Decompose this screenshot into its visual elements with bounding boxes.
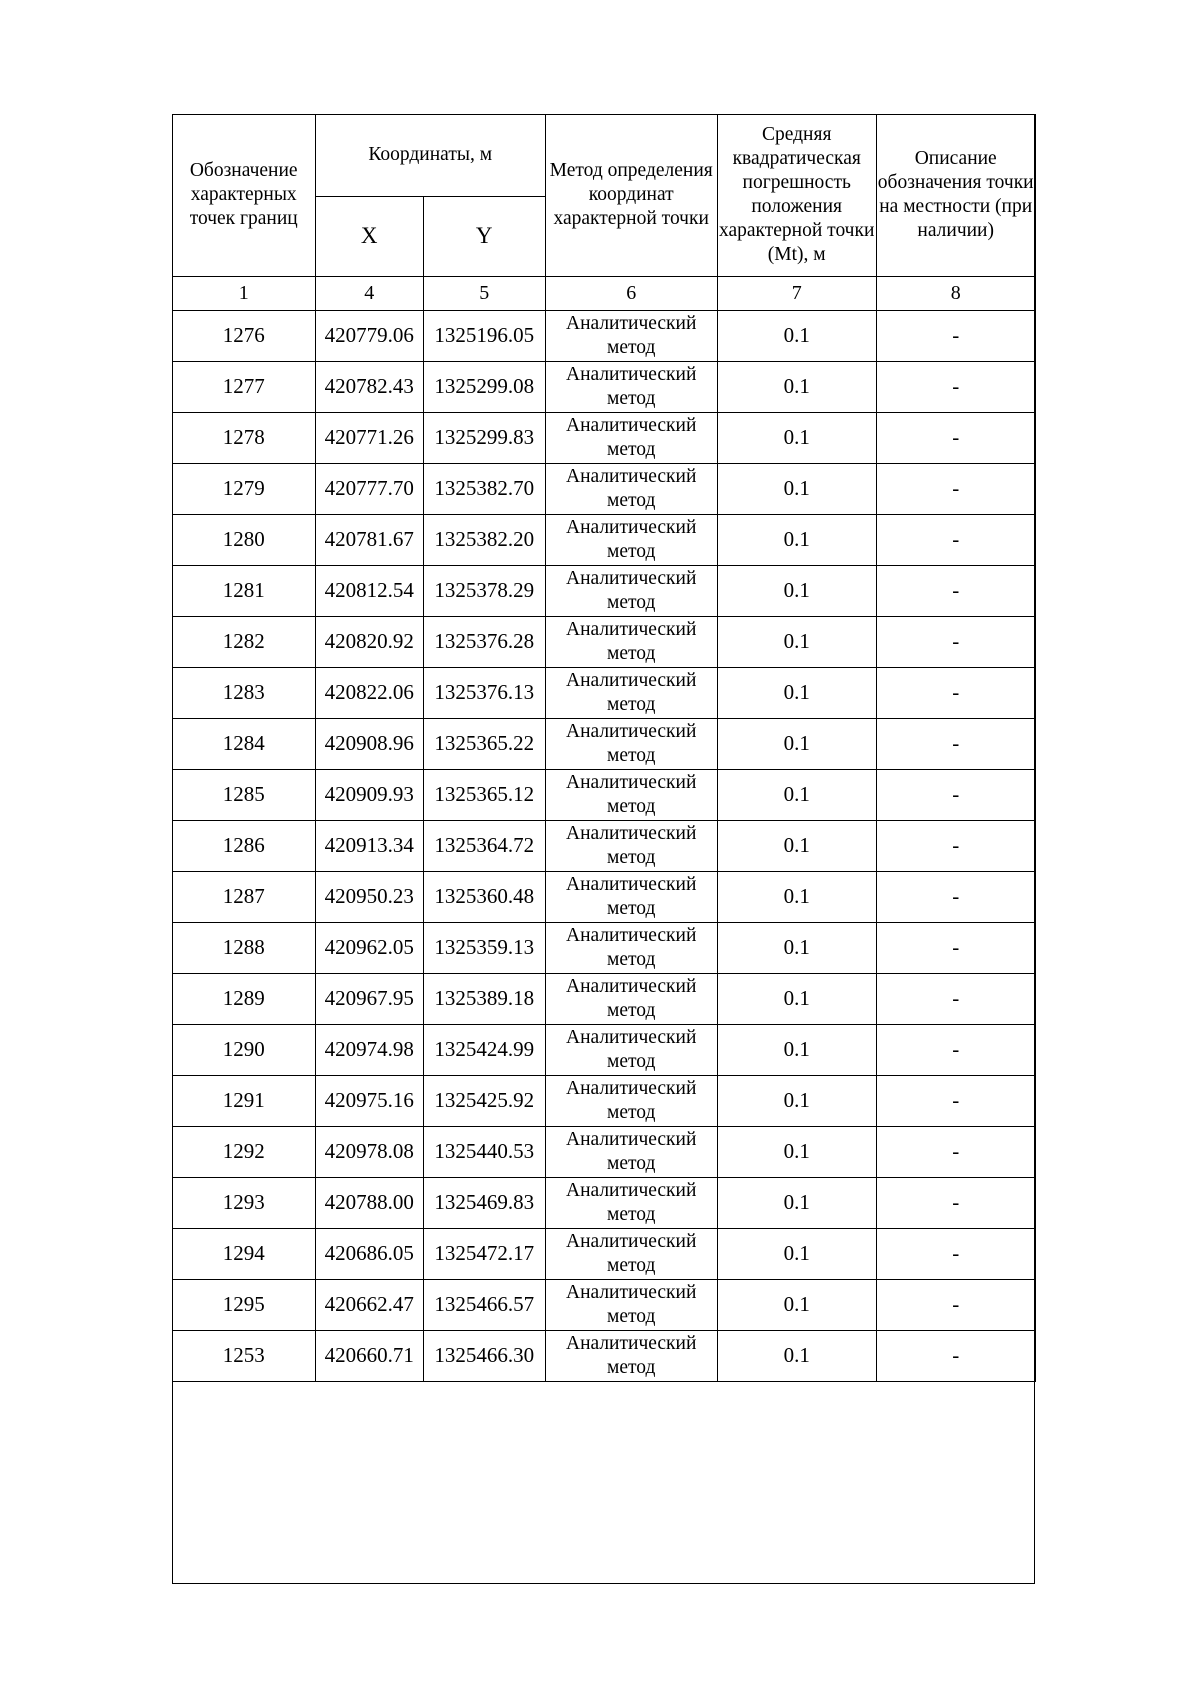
table-row — [172, 463, 1035, 514]
header-coordinates: Координаты, м — [315, 114, 545, 196]
method-line-2: метод — [607, 387, 656, 409]
error-cell: 0.1 — [717, 1279, 876, 1330]
table-row — [172, 871, 1035, 922]
point-id-cell: 1253 — [172, 1330, 315, 1381]
method-line-1: Аналитический — [565, 1179, 697, 1201]
y-coordinate-cell: 1325389.18 — [423, 973, 545, 1024]
y-coordinate-cell: 1325466.57 — [423, 1279, 545, 1330]
coordinates-table — [172, 114, 1036, 1382]
method-line-1: Аналитический — [565, 822, 697, 844]
x-coordinate-cell: 420771.26 — [315, 412, 423, 463]
method-line-1: Аналитический — [565, 312, 697, 334]
y-coordinate-cell: 1325364.72 — [423, 820, 545, 871]
description-cell: - — [876, 820, 1035, 871]
method-line-2: метод — [607, 744, 656, 766]
point-id-cell: 1287 — [172, 871, 315, 922]
error-cell: 0.1 — [717, 463, 876, 514]
point-id-cell: 1285 — [172, 769, 315, 820]
table-row — [172, 514, 1035, 565]
x-coordinate-cell: 420812.54 — [315, 565, 423, 616]
point-id-cell: 1289 — [172, 973, 315, 1024]
method-line-2: метод — [607, 1152, 656, 1174]
point-id-cell: 1295 — [172, 1279, 315, 1330]
error-cell: 0.1 — [717, 820, 876, 871]
method-line-2: метод — [607, 1305, 656, 1327]
method-cell — [545, 820, 717, 871]
error-cell: 0.1 — [717, 565, 876, 616]
method-line-1: Аналитический — [565, 567, 697, 589]
x-coordinate-cell: 420978.08 — [315, 1126, 423, 1177]
description-cell: - — [876, 514, 1035, 565]
point-id-cell: 1283 — [172, 667, 315, 718]
x-coordinate-cell: 420660.71 — [315, 1330, 423, 1381]
table-row — [172, 1330, 1035, 1381]
table-row — [172, 1075, 1035, 1126]
point-id-cell: 1290 — [172, 1024, 315, 1075]
method-cell — [545, 310, 717, 361]
y-coordinate-cell: 1325299.83 — [423, 412, 545, 463]
description-cell: - — [876, 1279, 1035, 1330]
description-cell: - — [876, 718, 1035, 769]
description-cell: - — [876, 463, 1035, 514]
y-coordinate-cell: 1325425.92 — [423, 1075, 545, 1126]
description-cell: - — [876, 361, 1035, 412]
point-id-cell: 1277 — [172, 361, 315, 412]
y-coordinate-cell: 1325440.53 — [423, 1126, 545, 1177]
column-number: 1 — [172, 276, 315, 310]
table-row — [172, 361, 1035, 412]
method-cell — [545, 1228, 717, 1279]
x-coordinate-cell: 420975.16 — [315, 1075, 423, 1126]
y-coordinate-cell: 1325376.13 — [423, 667, 545, 718]
description-cell: - — [876, 1330, 1035, 1381]
x-coordinate-cell: 420950.23 — [315, 871, 423, 922]
point-id-cell: 1279 — [172, 463, 315, 514]
description-cell: - — [876, 871, 1035, 922]
document-sheet — [172, 114, 1035, 1584]
method-line-1: Аналитический — [565, 516, 697, 538]
x-coordinate-cell: 420777.70 — [315, 463, 423, 514]
x-coordinate-cell: 420967.95 — [315, 973, 423, 1024]
column-number: 8 — [876, 276, 1035, 310]
method-line-2: метод — [607, 948, 656, 970]
method-line-1: Аналитический — [565, 1332, 697, 1354]
table-row — [172, 922, 1035, 973]
error-cell: 0.1 — [717, 1075, 876, 1126]
table-row — [172, 565, 1035, 616]
y-coordinate-cell: 1325469.83 — [423, 1177, 545, 1228]
y-coordinate-cell: 1325196.05 — [423, 310, 545, 361]
table-row — [172, 667, 1035, 718]
table-row — [172, 769, 1035, 820]
table-row — [172, 820, 1035, 871]
table-body — [172, 310, 1035, 1381]
method-line-1: Аналитический — [565, 720, 697, 742]
x-coordinate-cell: 420822.06 — [315, 667, 423, 718]
method-cell — [545, 973, 717, 1024]
method-cell — [545, 616, 717, 667]
description-cell: - — [876, 1024, 1035, 1075]
method-cell — [545, 1075, 717, 1126]
method-line-1: Аналитический — [565, 1230, 697, 1252]
header-point: Обозначение характерных точек границ — [172, 114, 315, 276]
point-id-cell: 1282 — [172, 616, 315, 667]
table-row — [172, 1228, 1035, 1279]
method-line-1: Аналитический — [565, 1077, 697, 1099]
y-coordinate-cell: 1325365.22 — [423, 718, 545, 769]
method-cell — [545, 1024, 717, 1075]
header-description: Описание обозначения точки на местности (при наличии) — [876, 114, 1035, 276]
method-cell — [545, 463, 717, 514]
point-id-cell: 1281 — [172, 565, 315, 616]
header-y: Y — [423, 196, 545, 276]
column-number: 5 — [423, 276, 545, 310]
method-line-1: Аналитический — [565, 771, 697, 793]
method-cell — [545, 514, 717, 565]
error-cell: 0.1 — [717, 1126, 876, 1177]
table-row — [172, 412, 1035, 463]
description-cell: - — [876, 973, 1035, 1024]
method-line-1: Аналитический — [565, 465, 697, 487]
method-cell — [545, 922, 717, 973]
method-cell — [545, 1279, 717, 1330]
method-line-2: метод — [607, 1050, 656, 1072]
y-coordinate-cell: 1325424.99 — [423, 1024, 545, 1075]
point-id-cell: 1284 — [172, 718, 315, 769]
error-cell: 0.1 — [717, 718, 876, 769]
x-coordinate-cell: 420962.05 — [315, 922, 423, 973]
method-cell — [545, 667, 717, 718]
header-x: X — [315, 196, 423, 276]
table-row — [172, 310, 1035, 361]
method-line-1: Аналитический — [565, 1281, 697, 1303]
method-line-2: метод — [607, 846, 656, 868]
point-id-cell: 1294 — [172, 1228, 315, 1279]
point-id-cell: 1292 — [172, 1126, 315, 1177]
column-number: 4 — [315, 276, 423, 310]
y-coordinate-cell: 1325466.30 — [423, 1330, 545, 1381]
error-cell: 0.1 — [717, 922, 876, 973]
method-line-2: метод — [607, 1101, 656, 1123]
method-line-2: метод — [607, 1254, 656, 1276]
point-id-cell: 1280 — [172, 514, 315, 565]
x-coordinate-cell: 420788.00 — [315, 1177, 423, 1228]
method-line-1: Аналитический — [565, 669, 697, 691]
point-id-cell: 1293 — [172, 1177, 315, 1228]
column-numbers-row — [172, 276, 1035, 310]
error-cell: 0.1 — [717, 1330, 876, 1381]
error-cell: 0.1 — [717, 361, 876, 412]
x-coordinate-cell: 420686.05 — [315, 1228, 423, 1279]
x-coordinate-cell: 420820.92 — [315, 616, 423, 667]
method-line-1: Аналитический — [565, 363, 697, 385]
method-line-1: Аналитический — [565, 1026, 697, 1048]
y-coordinate-cell: 1325382.20 — [423, 514, 545, 565]
error-cell: 0.1 — [717, 412, 876, 463]
y-coordinate-cell: 1325365.12 — [423, 769, 545, 820]
table-row — [172, 1126, 1035, 1177]
error-cell: 0.1 — [717, 514, 876, 565]
method-line-1: Аналитический — [565, 1128, 697, 1150]
error-cell: 0.1 — [717, 973, 876, 1024]
error-cell: 0.1 — [717, 1024, 876, 1075]
method-line-2: метод — [607, 1356, 656, 1378]
y-coordinate-cell: 1325472.17 — [423, 1228, 545, 1279]
method-cell — [545, 565, 717, 616]
point-id-cell: 1286 — [172, 820, 315, 871]
table-row — [172, 1024, 1035, 1075]
description-cell: - — [876, 667, 1035, 718]
header-method: Метод определения координат характерной точки — [545, 114, 717, 276]
method-line-2: метод — [607, 591, 656, 613]
x-coordinate-cell: 420908.96 — [315, 718, 423, 769]
method-cell — [545, 1126, 717, 1177]
method-line-1: Аналитический — [565, 618, 697, 640]
method-line-2: метод — [607, 489, 656, 511]
method-cell — [545, 361, 717, 412]
header-error: Средняя квадратическая погрешность положения характерной точки (Mt), м — [717, 114, 876, 276]
method-cell — [545, 718, 717, 769]
method-line-2: метод — [607, 693, 656, 715]
error-cell: 0.1 — [717, 1177, 876, 1228]
x-coordinate-cell: 420909.93 — [315, 769, 423, 820]
method-line-2: метод — [607, 438, 656, 460]
method-line-2: метод — [607, 540, 656, 562]
method-cell — [545, 871, 717, 922]
x-coordinate-cell: 420779.06 — [315, 310, 423, 361]
error-cell: 0.1 — [717, 616, 876, 667]
point-id-cell: 1291 — [172, 1075, 315, 1126]
point-id-cell: 1278 — [172, 412, 315, 463]
error-cell: 0.1 — [717, 310, 876, 361]
description-cell: - — [876, 1228, 1035, 1279]
y-coordinate-cell: 1325382.70 — [423, 463, 545, 514]
table-row — [172, 1279, 1035, 1330]
method-cell — [545, 769, 717, 820]
description-cell: - — [876, 1177, 1035, 1228]
method-line-2: метод — [607, 336, 656, 358]
y-coordinate-cell: 1325299.08 — [423, 361, 545, 412]
y-coordinate-cell: 1325359.13 — [423, 922, 545, 973]
x-coordinate-cell: 420662.47 — [315, 1279, 423, 1330]
method-cell — [545, 1330, 717, 1381]
method-line-1: Аналитический — [565, 924, 697, 946]
error-cell: 0.1 — [717, 871, 876, 922]
description-cell: - — [876, 769, 1035, 820]
column-number: 7 — [717, 276, 876, 310]
table-row — [172, 1177, 1035, 1228]
description-cell: - — [876, 565, 1035, 616]
method-line-2: метод — [607, 897, 656, 919]
column-number: 6 — [545, 276, 717, 310]
description-cell: - — [876, 922, 1035, 973]
description-cell: - — [876, 1075, 1035, 1126]
description-cell: - — [876, 412, 1035, 463]
description-cell: - — [876, 310, 1035, 361]
y-coordinate-cell: 1325376.28 — [423, 616, 545, 667]
method-cell — [545, 1177, 717, 1228]
method-line-1: Аналитический — [565, 414, 697, 436]
x-coordinate-cell: 420974.98 — [315, 1024, 423, 1075]
method-line-2: метод — [607, 1203, 656, 1225]
method-line-1: Аналитический — [565, 975, 697, 997]
y-coordinate-cell: 1325378.29 — [423, 565, 545, 616]
x-coordinate-cell: 420781.67 — [315, 514, 423, 565]
point-id-cell: 1288 — [172, 922, 315, 973]
y-coordinate-cell: 1325360.48 — [423, 871, 545, 922]
method-line-1: Аналитический — [565, 873, 697, 895]
x-coordinate-cell: 420782.43 — [315, 361, 423, 412]
error-cell: 0.1 — [717, 1228, 876, 1279]
table-row — [172, 973, 1035, 1024]
error-cell: 0.1 — [717, 769, 876, 820]
method-line-2: метод — [607, 999, 656, 1021]
method-line-2: метод — [607, 642, 656, 664]
point-id-cell: 1276 — [172, 310, 315, 361]
description-cell: - — [876, 616, 1035, 667]
x-coordinate-cell: 420913.34 — [315, 820, 423, 871]
method-line-2: метод — [607, 795, 656, 817]
table-row — [172, 616, 1035, 667]
error-cell: 0.1 — [717, 667, 876, 718]
table-row — [172, 718, 1035, 769]
description-cell: - — [876, 1126, 1035, 1177]
method-cell — [545, 412, 717, 463]
